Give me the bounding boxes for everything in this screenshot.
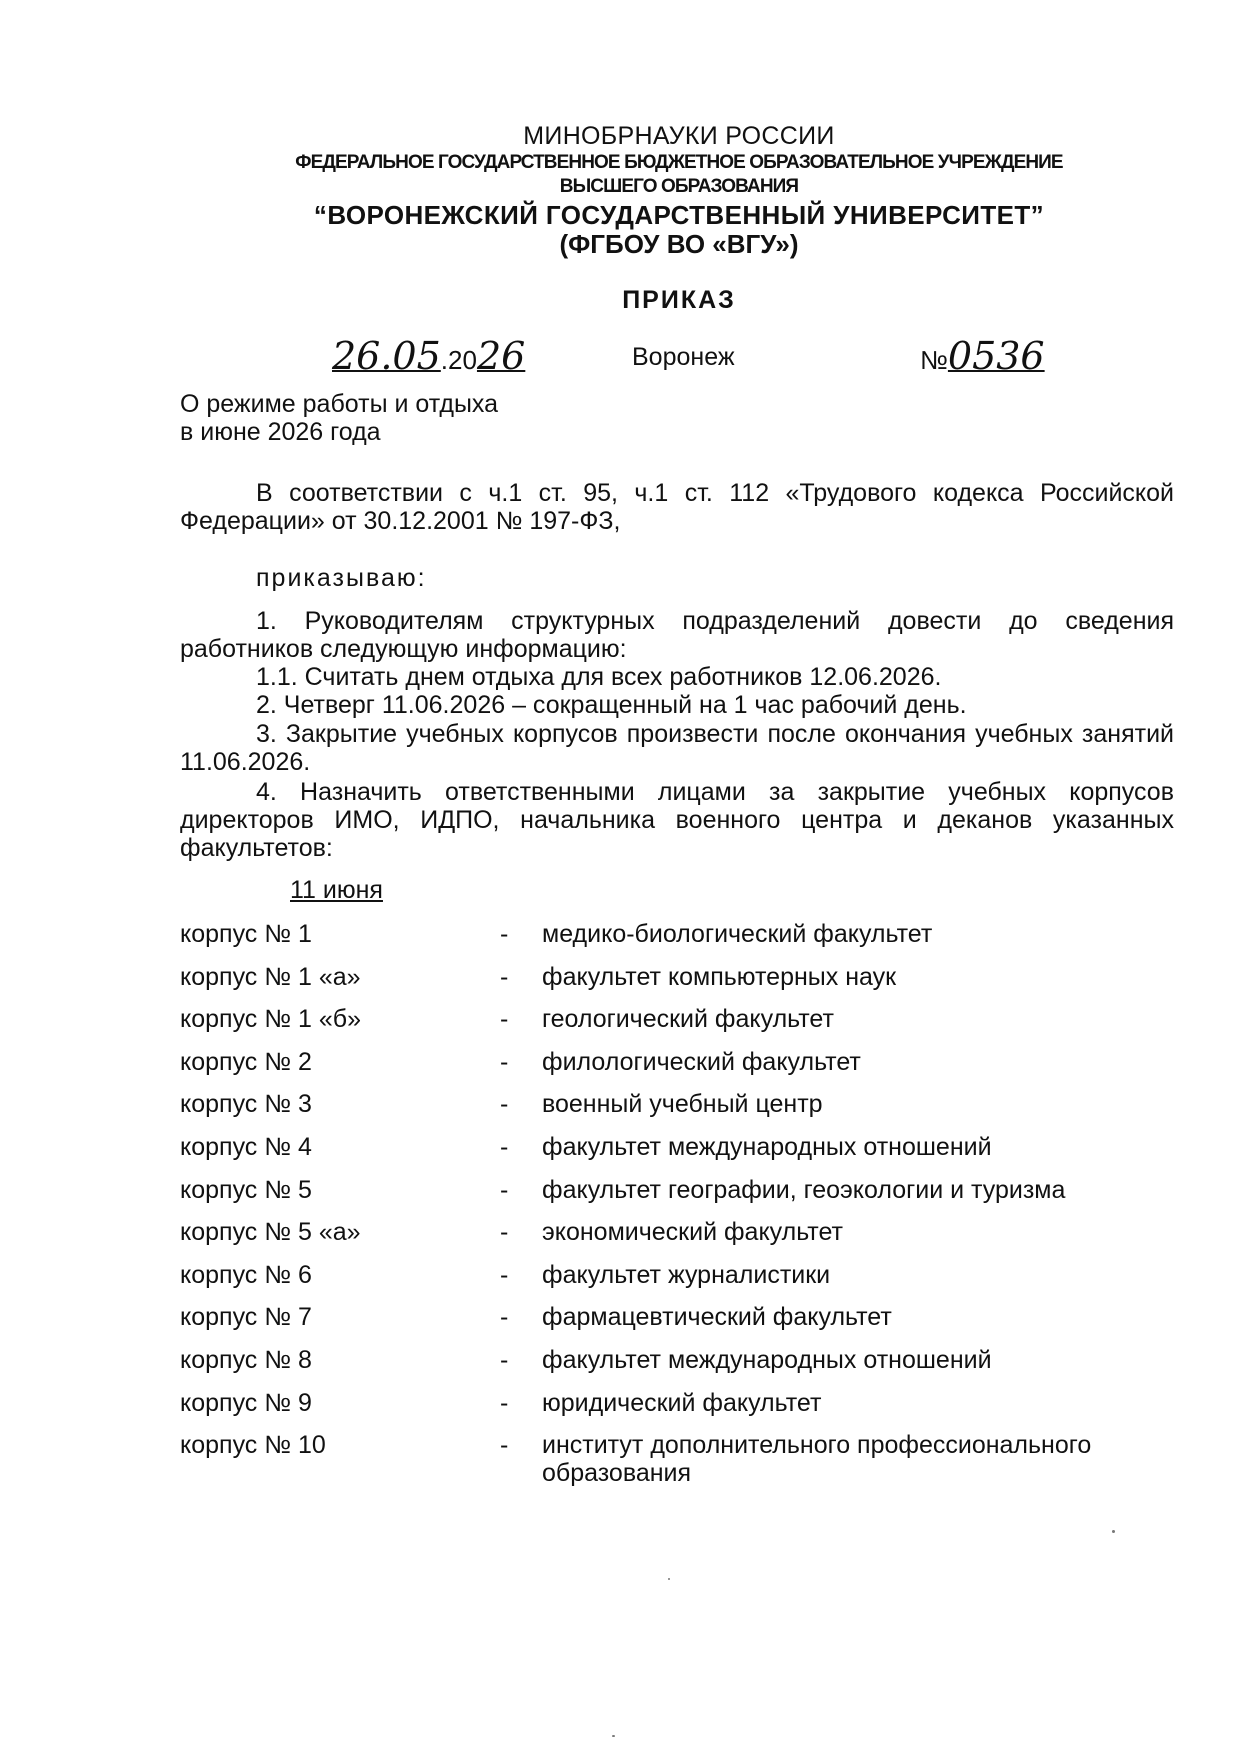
building-number: корпус № 1 «б»	[180, 1005, 361, 1033]
row-dash: -	[500, 1303, 509, 1331]
building-row	[0, 1133, 1235, 1173]
order-number	[920, 334, 1045, 378]
building-number: корпус № 5 «а»	[180, 1218, 361, 1246]
building-number: корпус № 8	[180, 1346, 312, 1374]
row-dash: -	[500, 1218, 509, 1246]
item-1: 1. Руководителям структурных подразделений довести до сведения работников следующую информацию:	[180, 607, 1174, 663]
item-3: 3. Закрытие учебных корпусов произвести после окончания учебных занятий 11.06.2026.	[180, 720, 1174, 776]
handwritten-order-number: 0536	[947, 334, 1045, 378]
row-dash: -	[500, 963, 509, 991]
university-name: “ВОРОНЕЖСКИЙ ГОСУДАРСТВЕННЫЙ УНИВЕРСИТЕТ”	[313, 200, 1045, 230]
building-row	[0, 1090, 1235, 1130]
building-row	[0, 963, 1235, 1003]
building-number: корпус № 5	[180, 1176, 312, 1204]
handwritten-date-year: 26	[476, 334, 526, 378]
responsible-faculty: факультет компьютерных наук	[542, 963, 897, 991]
building-row	[0, 1048, 1235, 1088]
building-number: корпус № 2	[180, 1048, 312, 1076]
number-label: №	[920, 345, 948, 375]
building-row	[0, 1005, 1235, 1045]
decree-word: приказываю:	[256, 564, 427, 592]
building-number: корпус № 6	[180, 1261, 312, 1289]
institution-type-line1: ФЕДЕРАЛЬНОЕ ГОСУДАРСТВЕННОЕ БЮДЖЕТНОЕ ОБРАЗОВАТЕЛЬНОЕ УЧРЕЖДЕНИЕ	[295, 152, 1063, 173]
date-year-prefix: 20	[448, 345, 477, 375]
row-dash: -	[500, 1431, 509, 1459]
building-row	[0, 1303, 1235, 1343]
responsible-faculty: факультет географии, геоэкологии и туризма	[542, 1176, 1066, 1204]
building-row	[0, 1389, 1235, 1429]
building-row	[0, 1176, 1235, 1216]
building-number: корпус № 1	[180, 920, 312, 948]
order-date	[332, 334, 525, 378]
responsible-faculty: факультет международных отношений	[542, 1346, 992, 1374]
responsible-faculty: военный учебный центр	[542, 1090, 823, 1118]
building-row	[0, 1431, 1235, 1487]
building-number: корпус № 10	[180, 1431, 326, 1459]
building-row	[0, 920, 1235, 960]
scan-speck	[612, 1735, 615, 1737]
schedule-date-heading: 11 июня	[290, 876, 383, 904]
row-dash: -	[500, 1005, 509, 1033]
item-4: 4. Назначить ответственными лицами за закрытие учебных корпусов директоров ИМО, ИДПО, начальника военного центра и деканов указанных факультетов:	[180, 778, 1174, 862]
building-row	[0, 1346, 1235, 1386]
responsible-faculty: институт дополнительного профессионального образования	[542, 1431, 1092, 1487]
row-dash: -	[500, 1346, 509, 1374]
responsible-faculty: филологический факультет	[542, 1048, 861, 1076]
institution-type-line2: ВЫСШЕГО ОБРАЗОВАНИЯ	[559, 176, 799, 197]
scan-speck	[668, 1578, 670, 1580]
row-dash: -	[500, 1048, 509, 1076]
responsible-faculty: факультет журналистики	[542, 1261, 831, 1289]
building-row	[0, 1218, 1235, 1258]
row-dash: -	[500, 1261, 509, 1289]
responsible-faculty: факультет международных отношений	[542, 1133, 992, 1161]
preamble-paragraph: В соответствии с ч.1 ст. 95, ч.1 ст. 112 «Трудового кодекса Российской Федерации» от 30.12.2001 № 197-ФЗ,	[180, 479, 1174, 535]
subject-line1: О режиме работы и отдыха	[180, 390, 499, 418]
responsible-faculty: медико-биологический факультет	[542, 920, 933, 948]
handwritten-date-day-month: 26.05	[332, 334, 441, 378]
responsible-faculty: фармацевтический факультет	[542, 1303, 892, 1331]
responsible-faculty: экономический факультет	[542, 1218, 843, 1246]
row-dash: -	[500, 1090, 509, 1118]
responsible-faculty: геологический факультет	[542, 1005, 834, 1033]
building-number: корпус № 1 «а»	[180, 963, 361, 991]
ministry-name: МИНОБРНАУКИ РОССИИ	[523, 122, 835, 150]
subject-line2: в июне 2026 года	[180, 418, 381, 446]
scan-speck	[1112, 1530, 1115, 1533]
building-row	[0, 1261, 1235, 1301]
document-title: ПРИКАЗ	[622, 286, 736, 314]
responsible-faculty: юридический факультет	[542, 1389, 822, 1417]
row-dash: -	[500, 1389, 509, 1417]
row-dash: -	[500, 1176, 509, 1204]
building-number: корпус № 7	[180, 1303, 312, 1331]
order-city: Воронеж	[632, 343, 735, 371]
university-abbreviation: (ФГБОУ ВО «ВГУ»)	[559, 229, 799, 259]
date-separator: .	[440, 345, 449, 375]
item-1-1: 1.1. Считать днем отдыха для всех работников 12.06.2026.	[256, 663, 942, 691]
item-2: 2. Четверг 11.06.2026 – сокращенный на 1 час рабочий день.	[256, 691, 967, 719]
row-dash: -	[500, 920, 509, 948]
building-number: корпус № 4	[180, 1133, 312, 1161]
order-subject	[180, 390, 680, 446]
building-number: корпус № 3	[180, 1090, 312, 1118]
building-number: корпус № 9	[180, 1389, 312, 1417]
row-dash: -	[500, 1133, 509, 1161]
